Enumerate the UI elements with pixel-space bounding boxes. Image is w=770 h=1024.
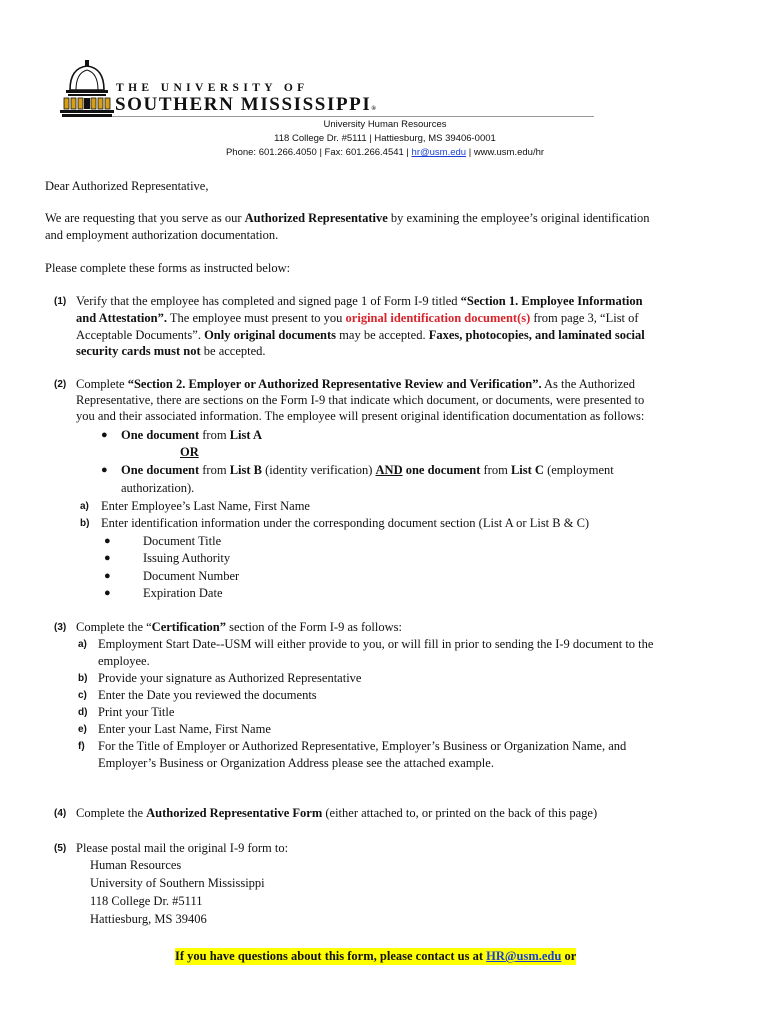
step-3-number: (3) <box>54 622 67 633</box>
step-2-option-list-bc: One document from List B (identity verification) AND one document from List C (employment <box>121 463 614 477</box>
step-3-item-text: employee. <box>98 654 150 668</box>
bullet-dot-icon: ● <box>104 570 111 582</box>
step-1-line-1: Verify that the employee has completed and signed page 1 of Form I-9 titled “Section 1. Employee Information <box>76 294 643 308</box>
intro-line-1: We are requesting that you serve as our Authorized Representative by examining the employee’s original identification <box>45 211 650 225</box>
step-4-text: Complete the Authorized Representative Form (either attached to, or printed on the back of this page) <box>76 806 598 820</box>
step-2-b-text: Enter identification information under the corresponding document section (List A or List B & C) <box>101 516 590 530</box>
sub-item: Document Title <box>143 534 222 548</box>
sub-item: Issuing Authority <box>143 551 231 565</box>
step-3-item-label: a) <box>78 639 87 650</box>
university-name-main: SOUTHERN MISSISSIPPI® <box>115 94 376 115</box>
step-5-number: (5) <box>54 843 67 854</box>
greeting: Dear Authorized Representative, <box>45 179 209 193</box>
instructions-heading: Please complete these forms as instructed below: <box>45 261 291 275</box>
step-5-text: Please postal mail the original I-9 form to: <box>76 841 289 855</box>
step-2-b-label: b) <box>80 518 90 529</box>
step-2-line-3: you and their associated information. The employee will present original identification documentation as follows: <box>76 409 645 423</box>
footer-contact-note: If you have questions about this form, please contact us at HR@usm.edu or <box>175 949 577 963</box>
address-contact: Phone: 601.266.4050 | Fax: 601.266.4541 | hr@usm.edu | www.usm.edu/hr <box>225 147 545 158</box>
step-3-item-label: e) <box>78 724 87 735</box>
step-3-item-text: Employment Start Date--USM will either provide to you, or will fill in prior to sending the I-9 document to the <box>98 637 654 651</box>
step-3-line-1: Complete the “Certification” section of the Form I-9 as follows: <box>76 620 402 634</box>
sub-item: Expiration Date <box>143 586 223 600</box>
step-3-item-label: d) <box>78 707 88 718</box>
letterhead-divider <box>112 116 594 117</box>
step-2-a-label: a) <box>80 501 89 512</box>
bullet-dot-icon: ● <box>104 587 111 599</box>
mail-address-line: 118 College Dr. #5111 <box>90 894 203 908</box>
step-3-item-label: f) <box>78 741 85 752</box>
intro-line-2: and employment authorization documentation. <box>45 228 279 242</box>
step-2-option-list-a: One document from List A <box>121 428 262 442</box>
step-1-line-4: security cards must not be accepted. <box>76 344 266 358</box>
mail-address-line: Hattiesburg, MS 39406 <box>90 912 207 926</box>
mail-address-line: Human Resources <box>90 858 182 872</box>
step-2-number: (2) <box>54 379 67 390</box>
step-3-item-text: For the Title of Employer or Authorized Representative, Employer’s Business or Organization Name, and <box>98 739 627 753</box>
step-1-line-3: Acceptable Documents”. Only original documents may be accepted. Faxes, photocopies, and laminated social <box>76 328 645 342</box>
bullet-dot-icon: ● <box>104 535 111 547</box>
step-3-item-label: b) <box>78 673 88 684</box>
sub-item: Document Number <box>143 569 240 583</box>
step-2-option-list-bc-cont: authorization). <box>121 481 195 495</box>
step-2-line-2: Representative, there are sections on the Form I-9 that indicate which document, or documents, were presented to <box>76 393 645 407</box>
footer-email-link[interactable]: HR@usm.edu <box>486 949 562 963</box>
step-4-number: (4) <box>54 808 67 819</box>
bullet-dot-icon: ● <box>104 552 111 564</box>
step-2-or: OR <box>180 445 199 459</box>
step-2-line-1: Complete “Section 2. Employer or Authorized Representative Review and Verification”. As the Authorized <box>76 377 635 391</box>
step-3-item-text: Enter your Last Name, First Name <box>98 722 271 736</box>
bullet-dot-icon: ● <box>101 429 108 441</box>
step-1-number: (1) <box>54 296 67 307</box>
step-3-item-text: Employer’s Business or Organization Address please see the attached example. <box>98 756 494 770</box>
step-2-a-text: Enter Employee’s Last Name, First Name <box>101 499 310 513</box>
hr-email-link[interactable]: hr@usm.edu <box>411 147 467 158</box>
step-1-line-2: and Attestation”. The employee must present to you original identification document(s) from page 3, “List of <box>76 311 639 325</box>
university-name-top: THE UNIVERSITY OF <box>116 82 309 94</box>
address-street: 118 College Dr. #5111 | Hattiesburg, MS 39406-0001 <box>274 133 496 144</box>
address-dept: University Human Resources <box>323 119 447 130</box>
step-3-item-text: Enter the Date you reviewed the documents <box>98 688 317 702</box>
university-seal-icon <box>60 60 114 118</box>
bullet-dot-icon: ● <box>101 464 108 476</box>
step-3-item-label: c) <box>78 690 87 701</box>
step-3-item-text: Print your Title <box>98 705 175 719</box>
step-3-item-text: Provide your signature as Authorized Representative <box>98 671 362 685</box>
mail-address-line: University of Southern Mississippi <box>90 876 265 890</box>
